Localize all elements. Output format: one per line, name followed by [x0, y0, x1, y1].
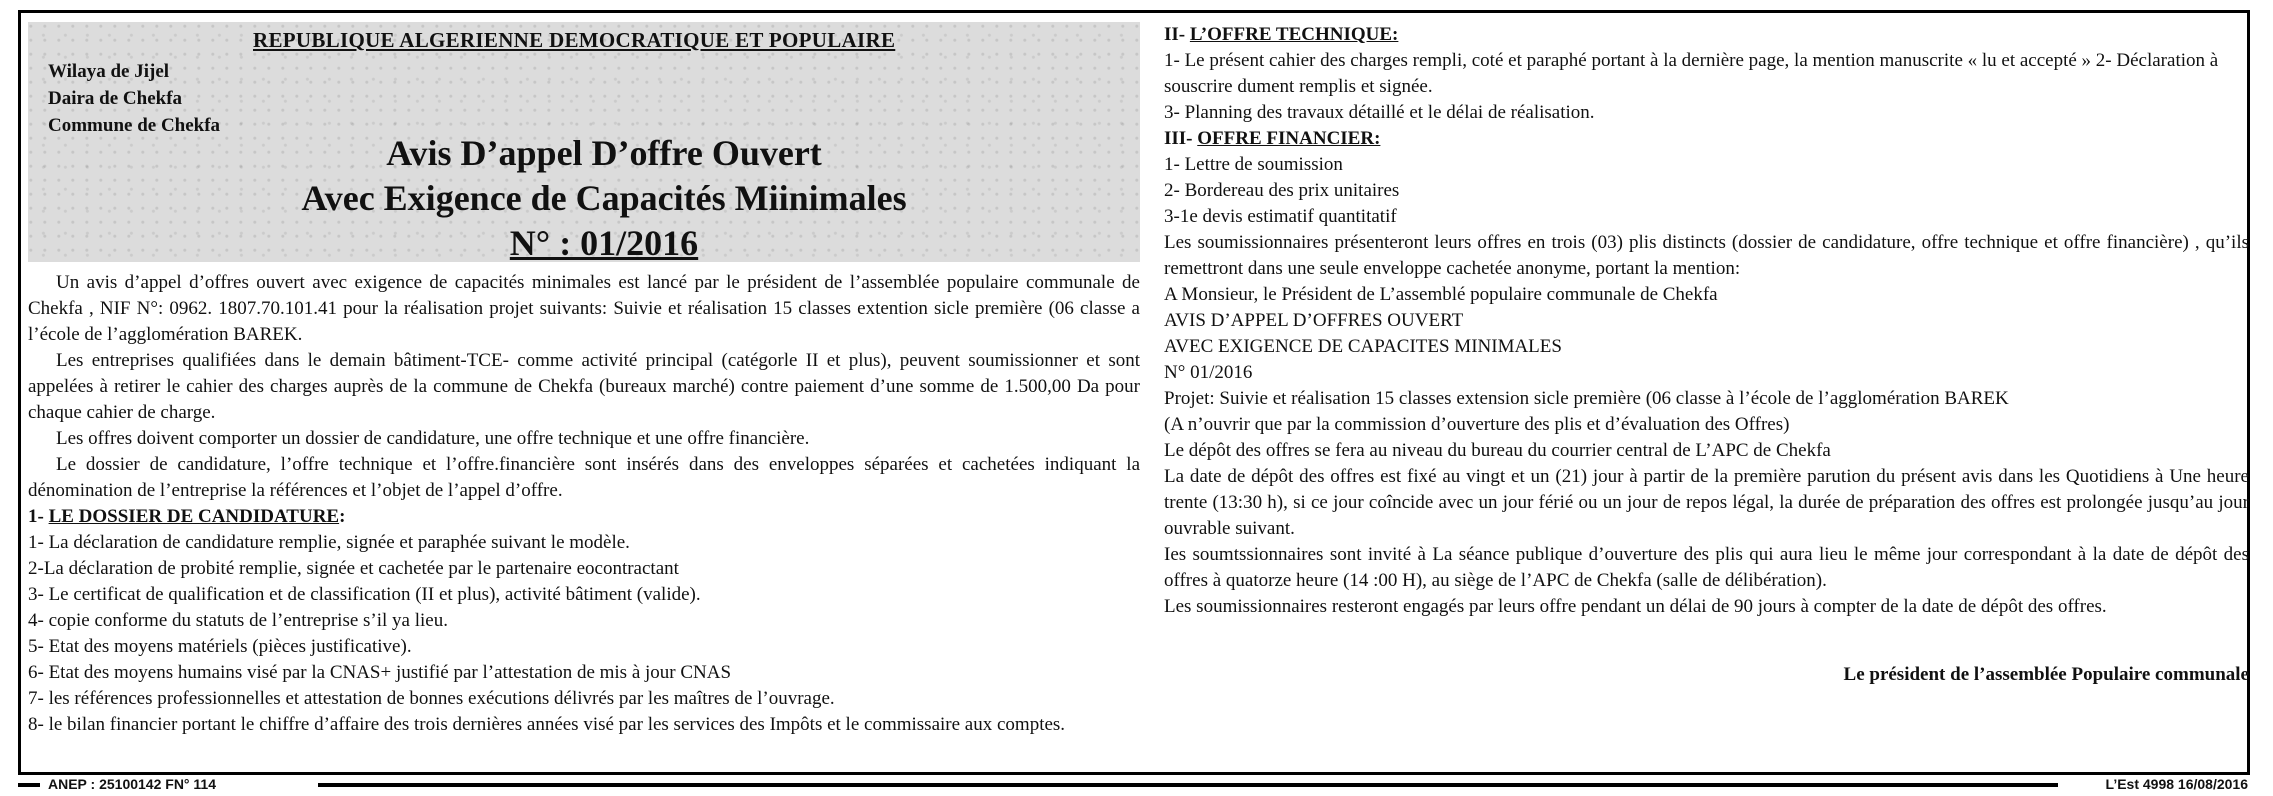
list-item: 5- Etat des moyens matériels (pièces justificative). [28, 636, 412, 657]
notice-header [28, 22, 1140, 262]
mention-line: (A n’ouvrir que par la commission d’ouverture des plis et d’évaluation des Offres) [1164, 414, 1790, 435]
section-dossier-title: LE DOSSIER DE CANDIDATURE [48, 506, 340, 527]
list-item: 4- copie conforme du statuts de l’entreprise s’il ya lieu. [28, 610, 448, 631]
opening-session-paragraph: Ies soumtssionnaires sont invité à La séance publique d’ouverture des plis qui aura lieu le même jour correspondant à la date de dépôt des offres à quatorze heure (14 :00 H), au siège de l’APC de Chekfa (salle de délibération). [1164, 544, 2249, 591]
daira-label: Daira de Chekfa [48, 88, 183, 109]
validity-paragraph: Les soumissionnaires resteront engagés par leurs offre pendant un délai de 90 jours à compter de la date de dépôt des offres. [1164, 596, 2107, 617]
list-item: 2- Bordereau des prix unitaires [1164, 180, 1400, 201]
mention-line: N° 01/2016 [1164, 362, 1253, 383]
list-item: 8- le bilan financier portant le chiffre d’affaire des trois dernières années visé par les services des Impôts et le commissaire aux comptes. [28, 714, 1066, 735]
section-offre-financier: III- OFFRE FINANCIER: [1164, 128, 1381, 149]
list-item: 6- Etat des moyens humains visé par la CNAS+ justifié par l’attestation de mis à jour CNAS [28, 662, 732, 683]
signature: Le président de l’assemblée Populaire communale [1843, 664, 2249, 685]
footer [18, 776, 2250, 794]
list-item: 1- La déclaration de candidature remplie, signée et paraphée suivant le modèle. [28, 532, 630, 553]
list-item: 3- Le certificat de qualification et de classification (II et plus), activité bâtiment (valide). [28, 584, 701, 605]
wilaya-label: Wilaya de Jijel [48, 61, 170, 82]
section-financier-title: OFFRE FINANCIER: [1197, 128, 1381, 149]
list-item: 1- Le présent cahier des charges rempli, coté et paraphé portant à la dernière page, la mention manuscrite « lu et accepté » 2- Déclaration à souscrire dument remplis et signée. [1164, 50, 2219, 97]
mention-line: Le dépôt des offres se fera au niveau du bureau du courrier central de L’APC de Chekfa [1164, 440, 1831, 461]
mention-line: A Monsieur, le Président de L’assemblé populaire communale de Chekfa [1164, 284, 1718, 305]
section-technique-title: L’OFFRE TECHNIQUE: [1189, 24, 1399, 45]
footer-rule-left [18, 783, 40, 787]
plis-paragraph: Les soumissionnaires présenteront leurs offres en trois (03) plis distincts (dossier de candidature, offre technique et offre financière) , qu’ils remettront dans une seule enveloppe cachetée anonyme, portant la mention: [1164, 232, 2249, 279]
commune-label: Commune de Chekfa [48, 115, 221, 136]
envelopes-paragraph: Le dossier de candidature, l’offre technique et l’offre.financière sont insérés dans des enveloppes séparées et cachetées indiquant la dénomination de l’entreprise la références et l’objet de l’appel d’offre. [28, 454, 1140, 501]
section-dossier-candidature: 1- LE DOSSIER DE CANDIDATURE: [28, 506, 346, 527]
left-column [28, 22, 1140, 738]
notice-title-line1: Avis D’appel D’offre Ouvert [386, 133, 822, 173]
mention-line: AVEC EXIGENCE DE CAPACITES MINIMALES [1164, 336, 1562, 357]
notice-title-line2: Avec Exigence de Capacités Miinimales [301, 178, 907, 218]
list-item: 7- les références professionnelles et attestation de bonnes exécutions délivrés par les maîtres de l’ouvrage. [28, 688, 835, 709]
section-offre-technique: II- L’OFFRE TECHNIQUE: [1164, 24, 1399, 45]
republic-heading: REPUBLIQUE ALGERIENNE DEMOCRATIQUE ET POPULAIRE [253, 28, 896, 52]
administration-block [48, 58, 220, 139]
intro-paragraph: Un avis d’appel d’offres ouvert avec exigence de capacités minimales est lancé par le président de l’assemblée populaire communale de Chekfa , NIF N°: 0962. 1807.70.101.41 pour la réalisation projet suivants: Suivie et réalisation 15 classes extention sicle première (06 classe a l’école de l’agglomération BAREK. [28, 272, 1140, 345]
right-column [1164, 22, 2249, 686]
list-item: 1- Lettre de soumission [1164, 154, 1343, 175]
mention-line: Projet: Suivie et réalisation 15 classes extension sicle première (06 classe à l’école de l’agglomération BAREK [1164, 388, 2009, 409]
list-item: 3- Planning des travaux détaillé et le délai de réalisation. [1164, 102, 1595, 123]
eligibility-paragraph: Les entreprises qualifiées dans le demain bâtiment-TCE- comme activité principal (catégorle II et plus), peuvent soumissionner et sont appelées à retirer le cahier des charges auprès de la commune de Chekfa (bureaux marché) contre paiement d’une somme de 1.500,00 Da pour chaque cahier de charge. [28, 350, 1140, 423]
list-item: 3-1e devis estimatif quantitatif [1164, 206, 1397, 227]
footer-rule-middle [318, 783, 2058, 787]
list-item: 2-La déclaration de probité remplie, signée et cachetée par le partenaire eocontractant [28, 558, 679, 579]
footer-publication-ref: L’Est 4998 16/08/2016 [2105, 776, 2248, 792]
notice-number: N° : 01/2016 [509, 223, 699, 263]
mention-line: AVIS D’APPEL D’OFFRES OUVERT [1164, 310, 1464, 331]
deposit-date-paragraph: La date de dépôt des offres est fixé au vingt et un (21) jour à partir de la première parution du présent avis dans les Quotidiens à Une heure trente (13:30 h), si ce jour coîncide avec un jour férié ou un jour de repos légal, la durée de préparation des offres est prolongée jusqu’au jour ouvrable suivant. [1164, 466, 2249, 539]
offers-content-paragraph: Les offres doivent comporter un dossier de candidature, une offre technique et une offre financière. [56, 428, 810, 449]
footer-anep-ref: ANEP : 25100142 FN° 114 [48, 776, 216, 792]
